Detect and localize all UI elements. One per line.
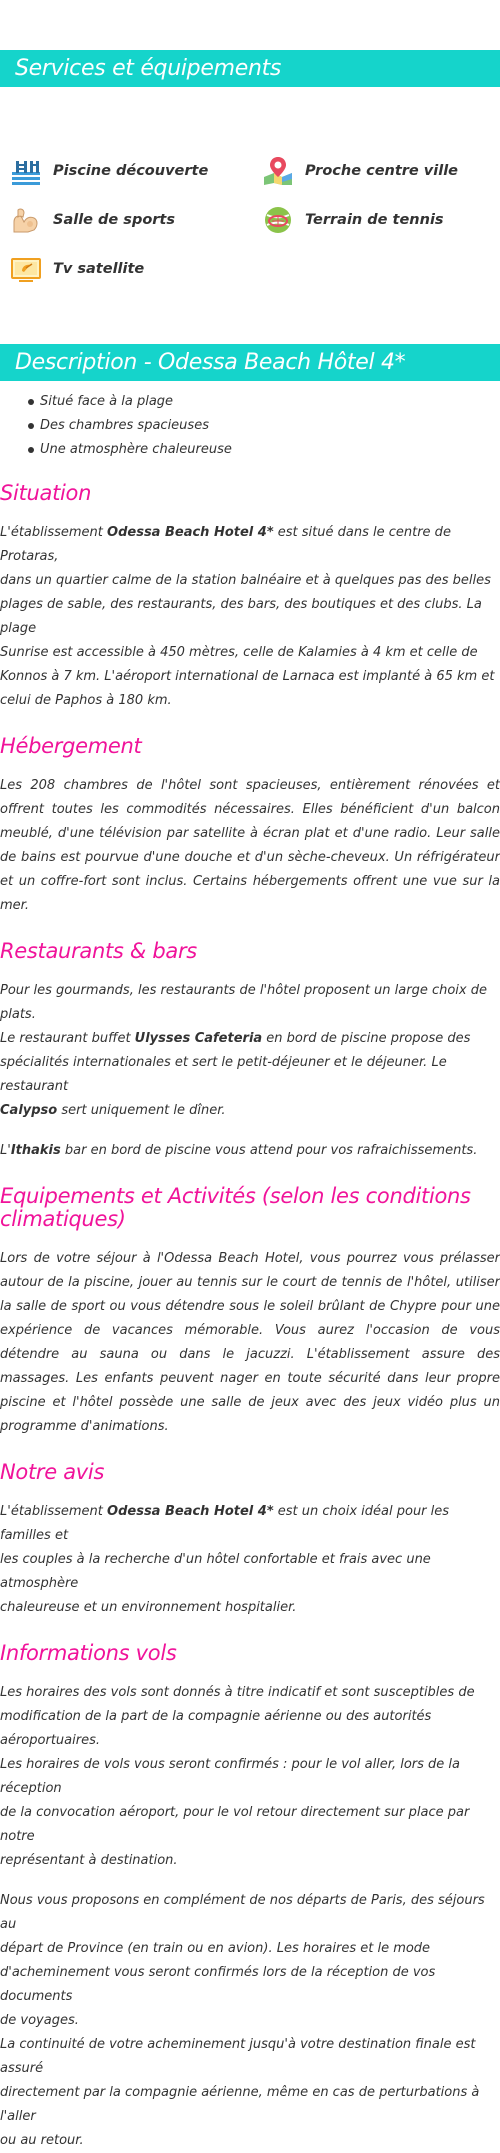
text-line: celui de Paphos à 180 km. <box>0 693 172 708</box>
avis-heading: Notre avis <box>0 1460 105 1484</box>
text-line: d'acheminement vous seront confirmés lors de la réception de vos documents <box>0 1965 436 2004</box>
hotel-name: Odessa Beach Hotel 4* <box>107 525 274 540</box>
service-label: Salle de sports <box>53 212 175 228</box>
text-line: bar en bord de piscine vous attend pour vos rafraichissements. <box>60 1143 478 1158</box>
service-item-gym <box>10 200 175 240</box>
text-line: Le restaurant buffet <box>0 1031 135 1046</box>
restaurant-name: Ulysses Cafeteria <box>134 1031 263 1046</box>
text-line: spécialités internationales et sert le petit-déjeuner et le déjeuner. Le restaurant <box>0 1055 447 1094</box>
highlights-list <box>0 390 500 462</box>
text-line: les couples à la recherche d'un hôtel confortable et frais avec une atmosphère <box>0 1552 431 1591</box>
services-section-title: Services et équipements <box>0 50 500 87</box>
service-item-pool <box>10 151 208 191</box>
text-line: La continuité de votre acheminement jusqu'à votre destination finale est assuré <box>0 2037 476 2076</box>
service-item-tennis <box>262 200 444 240</box>
text-line: représentant à destination. <box>0 1853 178 1868</box>
tv-satellite-icon <box>10 253 42 285</box>
situation-text <box>0 521 500 713</box>
bar-text <box>0 1139 500 1163</box>
heading-line: climatiques) <box>0 1207 126 1231</box>
text-line: est situé dans le centre de Protaras, <box>0 525 451 564</box>
text-line: de voyages. <box>0 2013 79 2028</box>
hebergement-heading: Hébergement <box>0 734 142 758</box>
service-label: Tv satellite <box>53 261 145 277</box>
description-content <box>0 390 500 2153</box>
text-line: L'établissement <box>0 1504 108 1519</box>
equipements-text: Lors de votre séjour à l'Odessa Beach Hotel, vous pourrez vous prélasser autour de la piscine, jouer au tennis sur le court de tennis de l'hôtel, utiliser la salle de sport ou vous détendre sous le soleil brûlant de Chypre pour une expérience de vacances mémorable. Vous aurez l'occasion de vous détendre au sauna ou dans le jacuzzi. L'établissement assure des massages. Les enfants peuvent nager en toute sécurité dans leur propre piscine et l'hôtel possède une salle de jeux avec des jeux vidéo plus un programme d'animations. <box>0 1251 500 1434</box>
hebergement-text: Les 208 chambres de l'hôtel sont spacieuses, entièrement rénovées et offrent toutes les commodités nécessaires. Elles bénéficient d'un balcon meublé, d'une télévision par satellite à écran plat et d'une radio. Leur salle de bains est pourvue d'une douche et d'un sèche-cheveux. Un réfrigérateur et un coffre-fort sont inclus. Certains hébergements offrent une vue sur la mer. <box>0 778 500 913</box>
vols-text-1 <box>0 1681 500 1873</box>
text-line: ou au retour. <box>0 2133 84 2148</box>
restaurants-heading: Restaurants & bars <box>0 939 197 963</box>
tennis-icon <box>262 204 294 236</box>
text-line: modification de la part de la compagnie aérienne ou des autorités <box>0 1709 432 1724</box>
pool-icon <box>10 155 42 187</box>
bar-name: Ithakis <box>10 1143 61 1158</box>
text-line: Konnos à 7 km. L'aéroport international de Larnaca est implanté à 65 km et <box>0 669 495 684</box>
text-line: Nous vous proposons en complément de nos départs de Paris, des séjours au <box>0 1893 485 1932</box>
vols-heading: Informations vols <box>0 1641 177 1665</box>
text-line: Les horaires des vols sont donnés à titre indicatif et sont susceptibles de <box>0 1685 475 1700</box>
gym-arm-icon <box>10 204 42 236</box>
list-item: Une atmosphère chaleureuse <box>40 438 500 462</box>
situation-heading: Situation <box>0 481 92 505</box>
service-label: Proche centre ville <box>305 163 459 179</box>
list-item: Situé face à la plage <box>40 390 500 414</box>
text-line: en bord de piscine propose des <box>262 1031 471 1046</box>
service-label: Piscine découverte <box>53 163 209 179</box>
text-line: chaleureuse et un environnement hospitalier. <box>0 1600 297 1615</box>
text-line: Les horaires de vols vous seront confirmés : pour le vol aller, lors de la réception <box>0 1757 460 1796</box>
heading-line: Equipements et Activités (selon les conditions <box>0 1184 471 1208</box>
text-line: aéroportuaires. <box>0 1733 100 1748</box>
text-line: Pour les gourmands, les restaurants de l'hôtel proposent un large choix de plats. <box>0 983 487 1022</box>
text-line: L' <box>0 1143 11 1158</box>
situation-intro: L'établissement <box>0 525 108 540</box>
text-line: de la convocation aéroport, pour le vol retour directement sur place par notre <box>0 1805 470 1844</box>
text-line: départ de Province (en train ou en avion). Les horaires et le mode <box>0 1941 431 1956</box>
text-line: sert uniquement le dîner. <box>57 1103 226 1118</box>
text-line: plages de sable, des restaurants, des bars, des boutiques et des clubs. La plage <box>0 597 482 636</box>
text-line: Sunrise est accessible à 450 mètres, celle de Kalamies à 4 km et celle de <box>0 645 478 660</box>
service-item-tv <box>10 249 144 289</box>
map-pin-icon <box>262 155 294 187</box>
service-item-city-center <box>262 151 458 191</box>
hotel-name: Odessa Beach Hotel 4* <box>107 1504 274 1519</box>
equipements-heading <box>0 1185 500 1231</box>
list-item: Des chambres spacieuses <box>40 414 500 438</box>
restaurant-name: Calypso <box>0 1103 58 1118</box>
text-line: directement par la compagnie aérienne, même en cas de perturbations à l'aller <box>0 2085 480 2124</box>
vols-text-2 <box>0 1889 500 2153</box>
avis-text <box>0 1500 500 1620</box>
text-line: est un choix idéal pour les familles et <box>0 1504 450 1543</box>
description-section-title: Description - Odessa Beach Hôtel 4* <box>0 344 500 381</box>
text-line: dans un quartier calme de la station balnéaire et à quelques pas des belles <box>0 573 491 588</box>
service-label: Terrain de tennis <box>305 212 444 228</box>
restaurants-text <box>0 979 500 1123</box>
